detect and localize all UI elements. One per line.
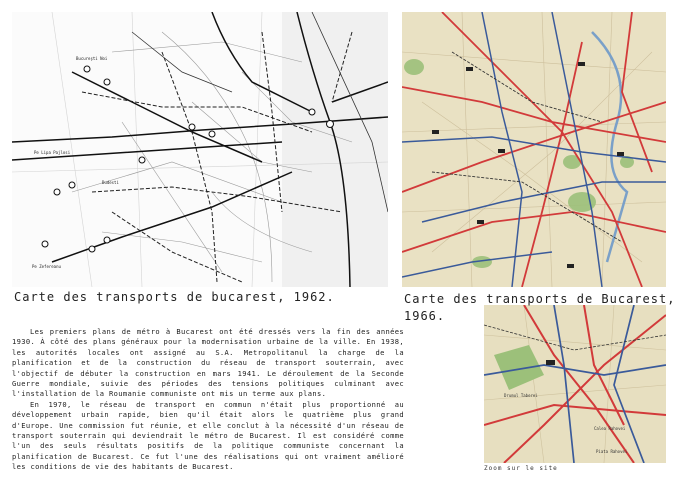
map-zoom-label-2: Calea Rahovei [594, 426, 626, 431]
map-1962-label-west: Pe Lipa Pajlosi [34, 150, 71, 155]
map-1962-label-southwest: Dudesti [102, 180, 119, 185]
body-text [12, 327, 404, 473]
map-1962-label-north: Bucureşti Noi [76, 56, 108, 61]
map-zoom [484, 305, 666, 463]
map-zoom-drawing [484, 305, 666, 463]
map-1966 [402, 12, 666, 287]
map-zoom-label-3: Piata Rahovei [596, 449, 628, 454]
map-1962 [12, 12, 388, 287]
paragraph-1: Les premiers plans de métro à Bucarest ont été dressés vers la fin des années 1930. À côté des plans généraux pour la modernisation urbaine de la ville. En 1938, les autorités locales ont assigné au S.A. Metropolitanul la charge de la planification et de la construction du réseau de transport souterrain, avec l'objectif de débuter la construction en mars 1941. Le déroulement de la Seconde Guerre mondiale, suivie des périodes des tensions politiques culminant avec l'installation de la Roumanie communiste ont mis un terme aux plans. [12, 327, 404, 399]
map-1966-drawing [402, 12, 666, 287]
paragraph-2: En 1970, le réseau de transport en commun n'était plus proportionné au développement urbain rapide, bien qu'il était alors le quatrième plus grand d'Europe. Une commission fut réunie, et elle conclut à la nécessité d'un réseau de transport souterrain qui deviendrait le métro de Bucarest. Il est considéré comme l'un des seuls résultats positifs de la politique communiste concernant la planification de Bucarest. Ce fut l'une des réalisations qui ont vraiment amélioré les conditions de vie des habitants de Bucarest. [12, 399, 404, 472]
caption-map-1962: Carte des transports de bucarest, 1962. [14, 290, 335, 304]
caption-zoom: Zoom sur le site [484, 465, 558, 472]
map-1962-drawing [12, 12, 388, 287]
caption-map-1966-line1: Carte des transports de Bucarest, [404, 292, 676, 306]
caption-map-1966 [404, 291, 675, 325]
caption-map-1966-line2: 1966. [404, 309, 446, 323]
map-zoom-label-1: Drumul Taberei [504, 393, 538, 398]
map-1962-label-south: Pe Zefereanu [32, 264, 61, 269]
